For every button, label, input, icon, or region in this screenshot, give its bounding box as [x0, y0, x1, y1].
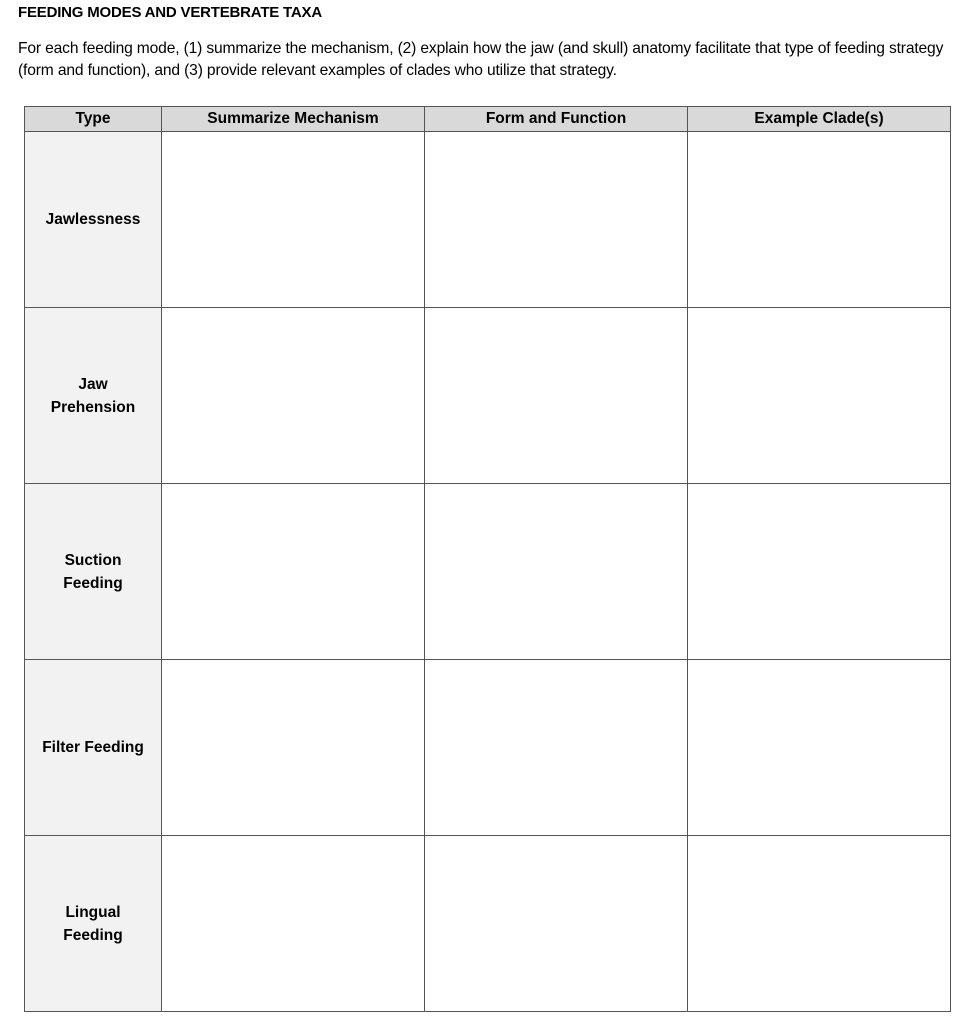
type-label-line2: Prehension	[50, 398, 136, 416]
instructions-paragraph: For each feeding mode, (1) summarize the mechanism, (2) explain how the jaw (and skull) anatomy facilitate that type of feeding strategy (form and function), and (3) provide relevant examples of clades who utilize that strategy.	[18, 40, 944, 79]
clades-cell[interactable]	[688, 660, 951, 836]
type-label-line2: Feeding	[63, 926, 123, 944]
header-example-clades: Example Clade(s)	[688, 107, 951, 132]
form-function-cell[interactable]	[425, 132, 688, 308]
mechanism-cell[interactable]	[162, 484, 425, 660]
mechanism-cell[interactable]	[162, 308, 425, 484]
clades-cell[interactable]	[688, 132, 951, 308]
header-summarize-mechanism: Summarize Mechanism	[162, 107, 425, 132]
document-title: FEEDING MODES AND VERTEBRATE TAXA	[18, 4, 322, 21]
table-row-jaw-prehension	[25, 308, 951, 484]
type-cell-lingual-feeding	[25, 836, 162, 1012]
feeding-modes-table	[24, 106, 951, 1012]
table-row-jawlessness	[25, 132, 951, 308]
clades-cell[interactable]	[688, 484, 951, 660]
form-function-cell[interactable]	[425, 484, 688, 660]
table-row-lingual-feeding	[25, 836, 951, 1012]
header-type: Type	[25, 107, 162, 132]
type-cell-suction-feeding	[25, 484, 162, 660]
type-cell-jaw-prehension	[25, 308, 162, 484]
form-function-cell[interactable]	[425, 660, 688, 836]
form-function-cell[interactable]	[425, 836, 688, 1012]
type-label-line2: Feeding	[63, 574, 123, 592]
type-label-line1: Suction	[64, 551, 122, 569]
clades-cell[interactable]	[688, 836, 951, 1012]
type-label-line1: Lingual	[65, 903, 121, 921]
table-row-filter-feeding	[25, 660, 951, 836]
table-row-suction-feeding	[25, 484, 951, 660]
table-header-row	[25, 107, 951, 132]
type-cell-filter-feeding	[25, 660, 162, 836]
mechanism-cell[interactable]	[162, 836, 425, 1012]
type-label-line1: Jaw	[78, 375, 108, 393]
form-function-cell[interactable]	[425, 308, 688, 484]
type-label-line1: Filter Feeding	[42, 739, 144, 756]
mechanism-cell[interactable]	[162, 660, 425, 836]
clades-cell[interactable]	[688, 308, 951, 484]
header-form-and-function: Form and Function	[425, 107, 688, 132]
type-label-line1: Jawlessness	[45, 211, 141, 228]
type-cell-jawlessness	[25, 132, 162, 308]
mechanism-cell[interactable]	[162, 132, 425, 308]
